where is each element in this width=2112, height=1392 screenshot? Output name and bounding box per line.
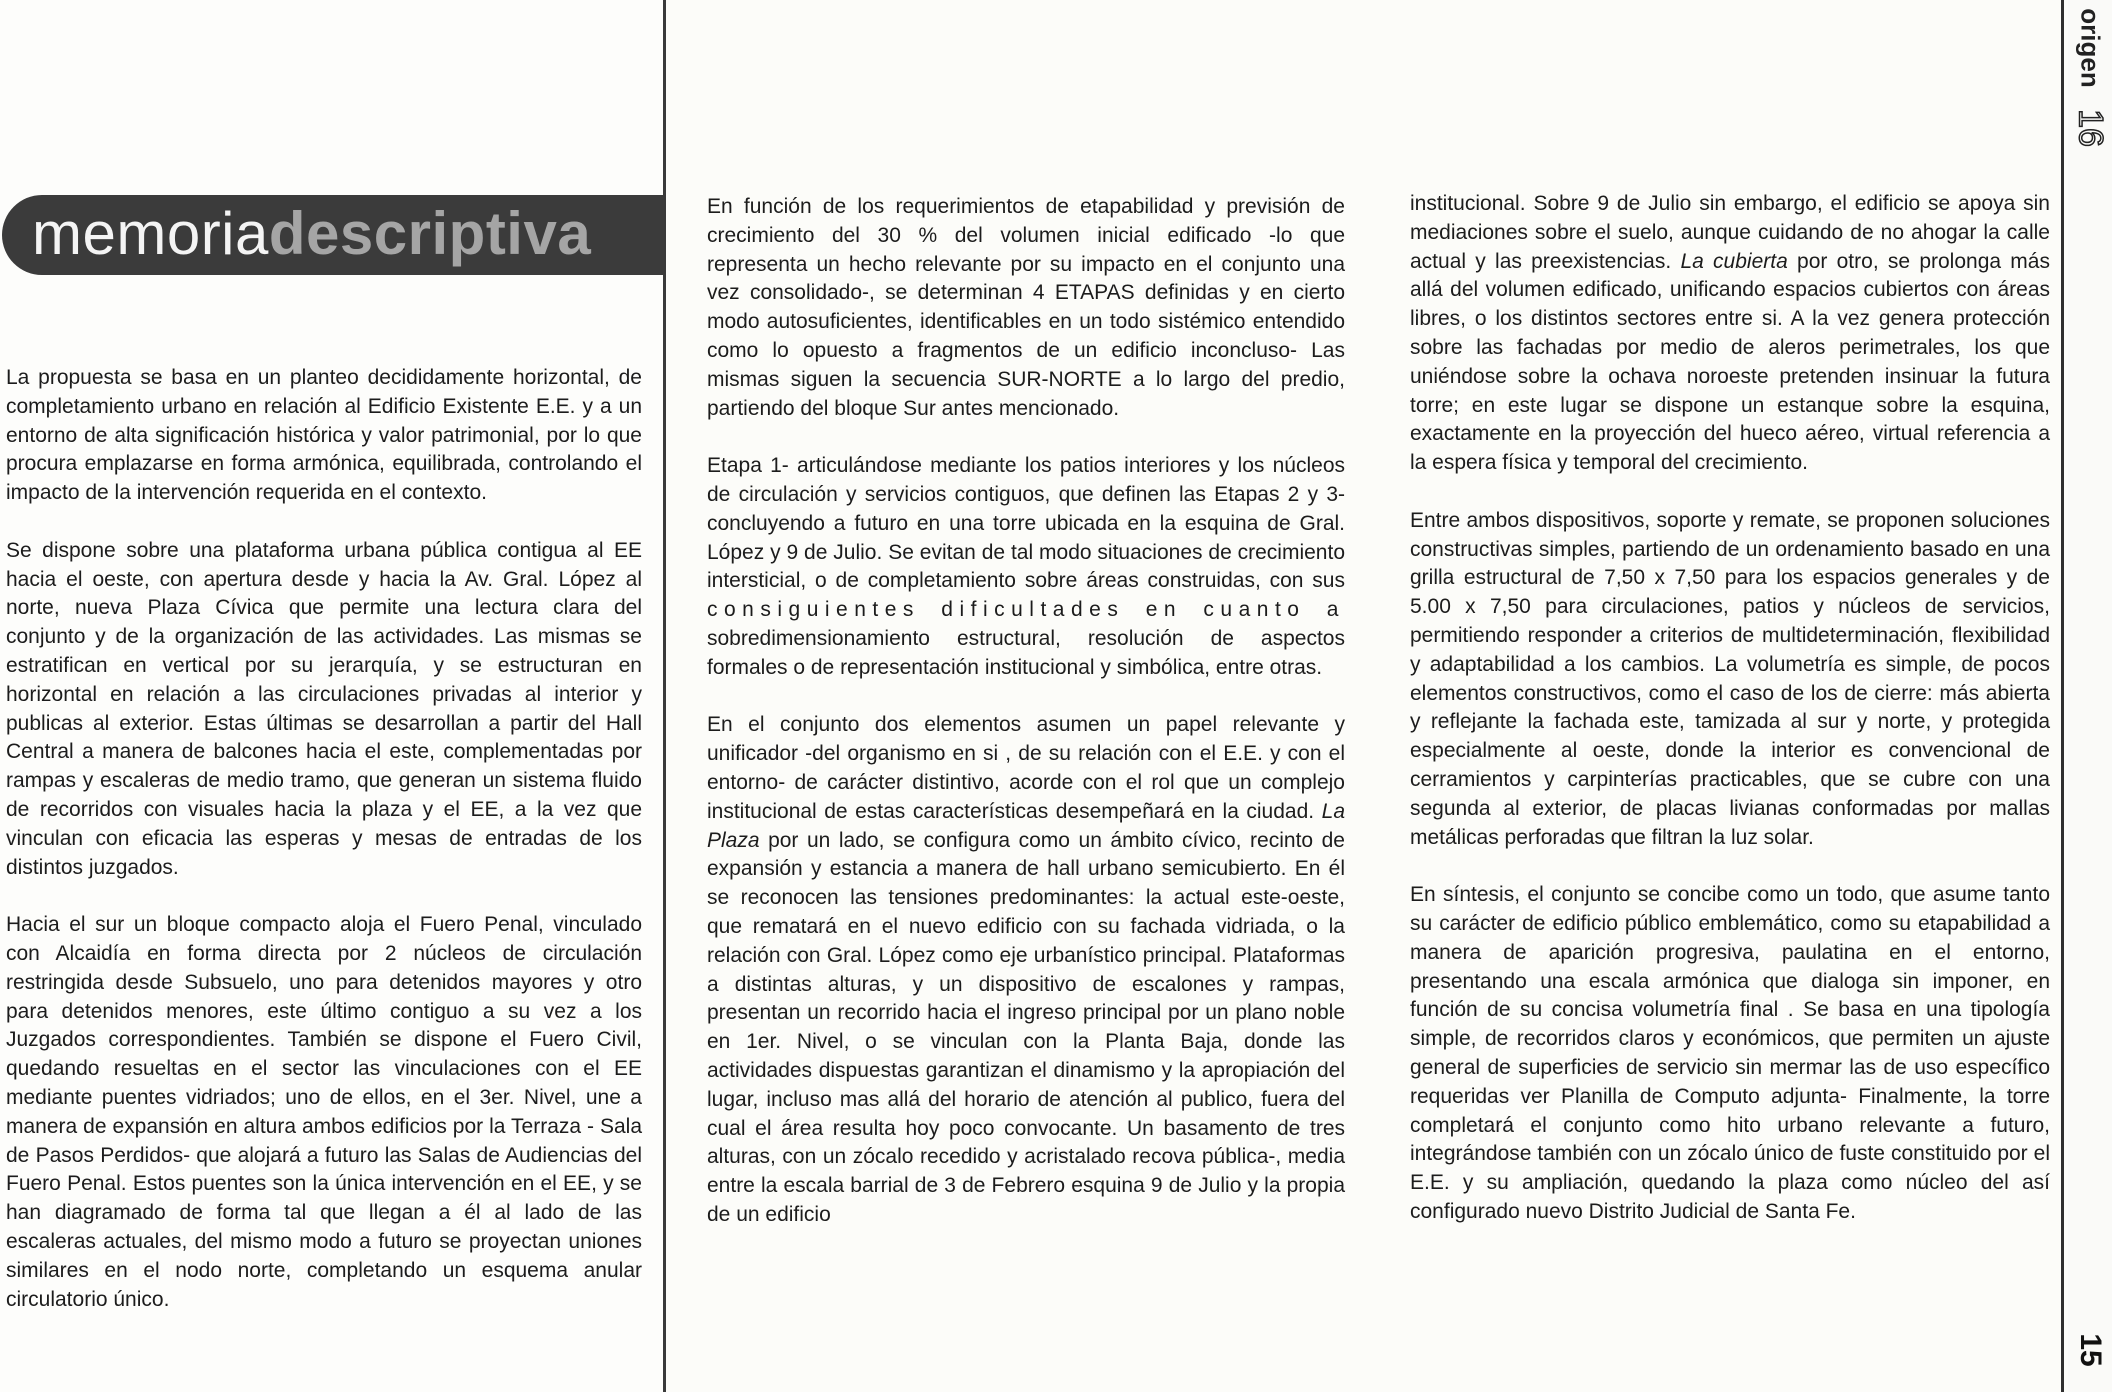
paragraph-text: En el conjunto dos elementos asumen un papel relevante y unificador -del organismo en si , de su relación con el E.E. y con el entorno- de carácter distintivo, acorde con el rol que un complejo institucional de estas características desempeñará en la ciudad. <box>707 713 1345 823</box>
paragraph-spaced-text: consiguientes dificultades en cuanto a <box>707 598 1345 622</box>
margin-rule <box>2061 0 2064 1392</box>
paragraph-text: sobredimensionamiento estructural, resolución de aspectos formales o de representación institucional y simbólica, entre otras. <box>707 626 1345 679</box>
journal-issue <box>2068 100 2112 160</box>
page-number <box>2068 1320 2112 1380</box>
paragraph: Entre ambos dispositivos, soporte y remate, se proponen soluciones constructivas simples, partiendo de un ordenamiento basado en una grilla estructural de 7,50 x 7,50 para los espacios generales y de 5.00 x 7,50 para circulaciones, patios y núcleos de servicios, permitiendo responder a criterios de multideterminación, flexibilidad y adaptabilidad a los cambios. La volumetría es simple, de pocos elementos constructivos, como el caso de los de cierre: más abierta y reflejante la fachada este, tamizada al sur y norte, y protegida especialmente al oeste, donde la interior es convencional de cerramientos y carpinterías practicables, que se cubre con una segunda al exterior, de placas livianas conformadas por mallas metálicas perforadas que filtran la luz solar. <box>1410 508 2050 849</box>
paragraph: Hacia el sur un bloque compacto aloja el Fuero Penal, vinculado con Alcaidía en forma directa por 2 núcleos de circulación restringida desde Subsuelo, uno para detenidos mayores y otro para detenidos menores, este último contiguo a su vez a los Juzgados correspondientes. También se dispone el Fuero Civil, quedando resueltas en el sector las vinculaciones con el EE mediante puentes vidriados; uno de ellos, en el 3er. Nivel, une a manera de expansión en altura ambos edificios por la Terraza - Sala de Pasos Perdidos- que alojará a futuro las Salas de Audiencias del Fuero Penal. Estos puentes son la única intervención en el EE, y se han diagramado de forma tal que llegan a él al lado de las escaleras actuales, del mismo modo a futuro se proyectan uniones similares en el nodo norte, completando un esquema anular circulatorio único. <box>6 913 642 1311</box>
paragraph-text: Etapa 1- articulándose mediante los patios interiores y los núcleos de circulación y servicios contiguos, que definen las Etapas 2 y 3- concluyendo a futuro en una torre ubicada en la esquina de Gral. López y 9 de Julio. Se evitan de tal modo situaciones de crecimiento intersticial, o de completamiento sobre áreas construidas, con sus <box>707 454 1345 593</box>
emphasis-text: La cubierta <box>1680 249 1788 273</box>
journal-issue-text: 16 <box>2071 109 2110 147</box>
paragraph: Se dispone sobre una plataforma urbana pública contigua al EE hacia el oeste, con apertura desde y hacia la Av. Gral. López al norte, nueva Plaza Cívica que permite una lectura clara del conjunto y de la organización de las actividades. Las mismas se estratifican en vertical por su jerarquía, y se estructuran en horizontal en relación a las circulaciones privadas al interior y publicas al exterior. Estas últimas se desarrollan a partir del Hall Central a manera de balcones hacia el este, complementadas por rampas y escaleras de medio tramo, que generan un sistema fluido de recorridos con visuales hacia la plaza y el EE, a la vez que vinculan con eficacia las esperas y mesas de entradas de los distintos juzgados. <box>6 538 642 879</box>
text-column-3 <box>1410 190 2050 1227</box>
section-title-bar <box>2 195 664 275</box>
margin-strip <box>2068 0 2112 1392</box>
emphasis-text: La Plaza <box>707 799 1345 852</box>
paragraph <box>707 711 1345 1229</box>
text-column-1 <box>6 364 642 1314</box>
paragraph: En función de los requerimientos de etapabilidad y previsión de crecimiento del 30 % del volumen inicial edificado -lo que representa un hecho relevante por su impacto en el conjunto una vez consolidado-, se determinan 4 ETAPAS definidas y en cierto modo autosuficientes, identificables en un todo sistémico entendido como lo opuesto a fragmentos de un edificio inconcluso- Las mismas siguen la secuencia SUR-NORTE a lo largo del predio, partiendo del bloque Sur antes mencionado. <box>707 195 1345 420</box>
paragraph: La propuesta se basa en un planteo decididamente horizontal, de completamiento urbano en relación al Edificio Existente E.E. y a un entorno de alta significación histórica y valor patrimonial, por lo que procura emplazarse en forma armónica, equilibrada, controlando el impacto de la intervención requerida en el contexto. <box>6 366 642 505</box>
section-title-part1: memoria <box>32 200 269 267</box>
section-title <box>32 199 591 269</box>
page-number-text: 15 <box>2074 1333 2107 1367</box>
paragraph-text: por otro, se prolonga más allá del volumen edificado, unificando espacios cubiertos con áreas libres, o los distintos sectores entre si. A la vez genera protección sobre las fachadas por medio de aleros perimetrales, los que uniéndose sobre la ochava noroeste pretenden insinuar la futura torre; en este lugar se dispone un estanque sobre la esquina, exactamente en la proyección del hueco aéreo, virtual referencia a la espera física y temporal del crecimiento. <box>1410 249 2050 475</box>
paragraph-text: por un lado, se configura como un ámbito cívico, recinto de expansión y estancia a manera de hall urbano semicubierto. En él se reconocen las tensiones predominantes: la actual este-oeste, que rematará en el nuevo edificio con su fachada vidriada, o la relación con Gral. López como eje urbanístico principal. Plataformas a distintas alturas, y un dispositivo de escalones y rampas, presentan un recorrido hacia el ingreso principal por un plano noble en 1er. Nivel, o se vinculan con la Planta Baja, donde las actividades dispuestas garantizan el dinamismo y la apropiación del lugar, incluso mas allá del horario de atención al publico, fuera del cual el área resulta hoy poco convocante. Un basamento de tres alturas, con un zócalo recedido y acristalado recova pública-, media entre la escala barrial de 3 de Febrero esquina 9 de Julio y la propia de un edificio <box>707 828 1345 1226</box>
paragraph <box>707 452 1345 682</box>
paragraph <box>1410 190 2050 478</box>
paragraph-text: institucional. Sobre 9 de Julio sin embargo, el edificio se apoya sin mediaciones sobre el suelo, aunque cuidando de no ahogar la calle actual y las preexistencias. <box>1410 192 2050 273</box>
text-column-2 <box>707 193 1345 1230</box>
section-title-part2: descriptiva <box>268 200 592 267</box>
journal-name-text: origen <box>2075 8 2106 88</box>
paragraph: En síntesis, el conjunto se concibe como un todo, que asume tanto su carácter de edificio público emblemático, como su etapabilidad a manera de aparición progresiva, paulatina en el entorno, presentando una escala armónica que dialoga sin imponer, en función de su concisa volumetría final . Se basa en una tipología simple, de recorridos claros y económicos, que permiten un ajuste general de superficies de servicio sin mermar las de uso específico requeridas ver Planilla de Computo adjunta- Finalmente, la torre completará el conjunto como hito urbano relevante a futuro, integrándose también con un zócalo único de fuste constituido por el E.E. y su ampliación, quedando la plaza como núcleo del así configurado nuevo Distrito Judicial de Santa Fe. <box>1410 883 2050 1223</box>
